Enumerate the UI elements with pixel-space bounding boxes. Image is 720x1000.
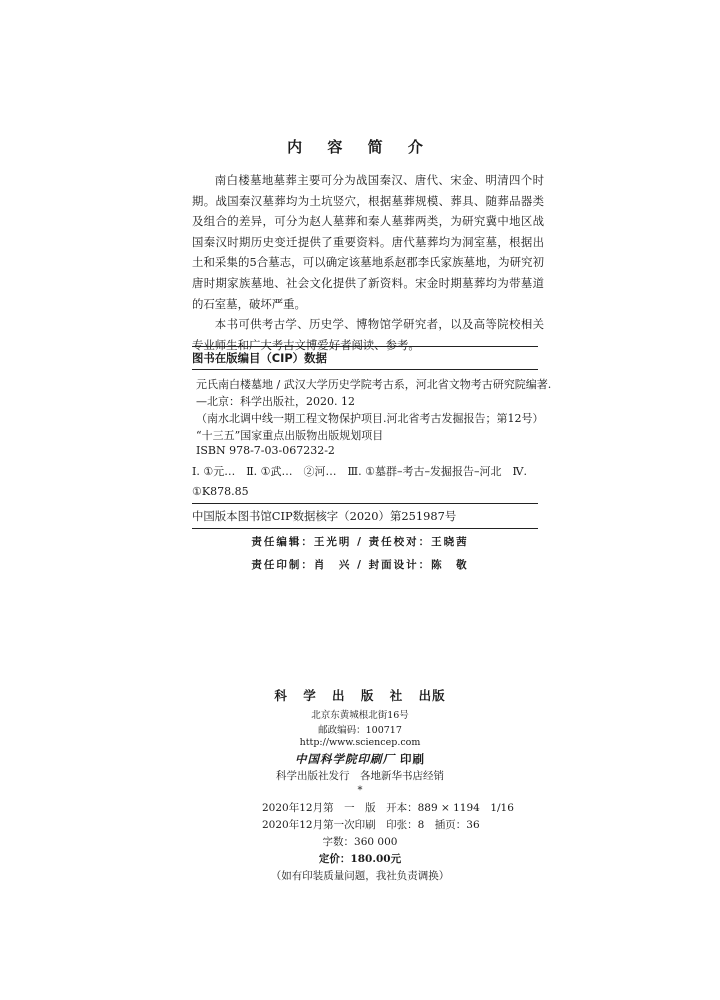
edition-line: 2020年12月第 一 版 开本：889 × 1194 1/16 [262,802,514,814]
publisher-postcode: 邮政编码：100717 [318,725,402,736]
cip-entry-line: （南水北调中线一期工程文物保护项目.河北省考古发掘报告；第12号） [196,412,544,425]
printing-line: 2020年12月第一次印刷 印张：8 插页：36 [262,819,480,831]
cip-title: 图书在版编目（CIP）数据 [192,351,327,365]
summary-paragraph: 南白楼墓地墓葬主要可分为战国秦汉、唐代、宋金、明清四个时期。战国秦汉墓葬均为土坑竖穴，根据墓葬规模、葬具、随葬品器类及组合的差异，可分为赵人墓葬和秦人墓葬两类，为研究冀中地区战国秦汉时期历史变迁提供了重要资料。唐代墓葬均为洞室墓，根据出土和采集的5合墓志，可以确定该墓地系赵郡李氏家族墓地，为研究初唐时期家族墓地、社会文化提供了新资料。宋金时期墓葬均为带墓道的石室墓，破坏严重。 [192,173,544,311]
cip-title-rule [192,369,538,370]
classification-line: Ⅰ. ①元… Ⅱ. ①武… ②河… Ⅲ. ①墓群–考古–发掘报告–河北 Ⅳ. [192,465,527,478]
summary-paragraph: 本书可供考古学、历史学、博物馆学研究者，以及高等院校相关专业师生和广大考古文博爱好者阅读、参考。 [192,317,544,352]
cip-isbn: ISBN 978-7-03-067232-2 [196,444,335,457]
quality-note: （如有印装质量问题，我社负责调换） [270,870,450,882]
cip-record-number: 中国版本图书馆CIP数据核字（2020）第251987号 [192,509,457,523]
classification-line: ①K878.85 [192,485,249,498]
cip-entry-line: “十三五”国家重点出版物出版规划项目 [196,429,384,442]
publisher-action: 出版 [418,688,446,703]
price: 定价：180.00元 [318,853,402,865]
cip-entry-line: 元氏南白楼墓地 / 武汉大学历史学院考古系，河北省文物考古研究院编著. [196,378,552,391]
publisher-address: 北京东黄城根北街16号 [311,710,409,721]
cip-bottom-rule [192,528,538,529]
cip-top-rule [192,346,538,347]
word-count: 字数：360 000 [322,836,398,848]
production-credits: 责任印制：肖 兴 / 封面设计：陈 敬 [251,559,469,571]
distribution-line: 科学出版社发行 各地新华书店经销 [276,770,444,782]
cip-entry-line: —北京：科学出版社，2020. 12 [196,395,355,408]
editor-credits: 责任编辑：王光明 / 责任校对：王晓茜 [251,536,469,548]
book-summary [192,170,544,355]
publisher-line [0,686,720,704]
printer-action: 印刷 [400,752,425,766]
publisher-website: http://www.sciencep.com [299,737,421,748]
cip-classification [192,462,538,502]
imprint-separator: * [357,785,363,796]
page-title: 内 容 简 介 [287,138,433,156]
cip-divider-rule [192,503,538,504]
printer-line [0,751,720,767]
printer-name: 中国科学院印刷厂 [294,752,395,766]
publisher-name: 科 学 出 版 社 [274,688,409,703]
